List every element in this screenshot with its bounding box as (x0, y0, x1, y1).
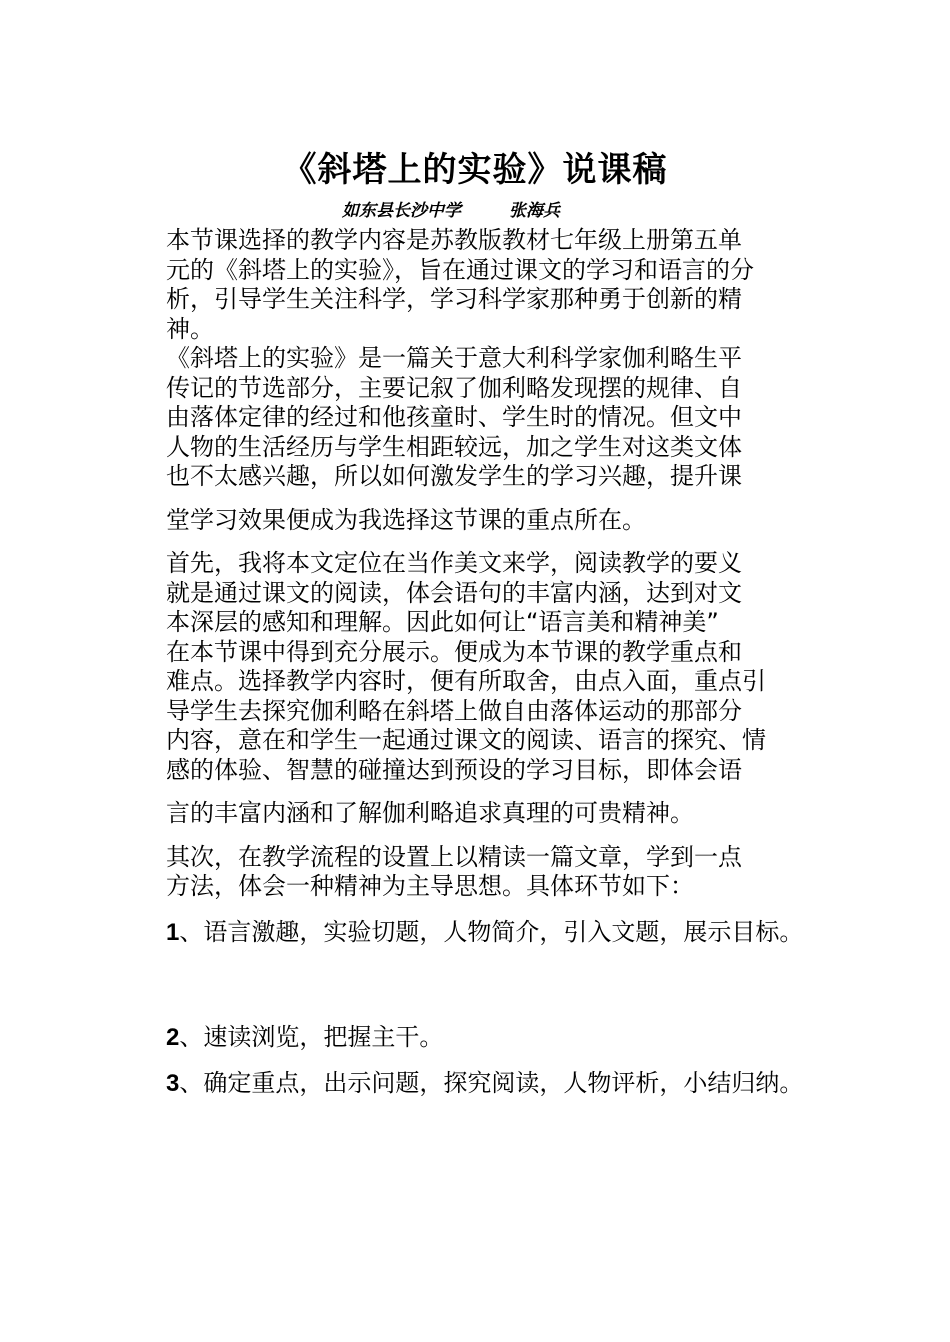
spacer (166, 902, 806, 918)
byline-author: 张海兵 (509, 201, 560, 221)
spacer (166, 1053, 806, 1069)
step-text: 、速读浏览，把握主干。 (179, 1023, 444, 1051)
document-body (166, 226, 806, 1098)
paragraph-background: 《斜塔上的实验》是一篇关于意大利科学家伽利略生平 传记的节选部分，主要记叙了伽利略发现摆的规律、自 由落体定律的经过和他孩童时、学生时的情况。但文中 人物的生活经历与学生相距较远，加之学生对这类文体 也不太感兴趣，所以如何激发学生的学习兴趣，提升课 (166, 344, 742, 490)
byline (342, 200, 560, 222)
byline-school: 如东县长沙中学 (342, 201, 461, 221)
spacer (166, 829, 806, 843)
step-item (166, 1069, 806, 1099)
step-number: 2 (166, 1024, 180, 1051)
step-number: 1 (166, 918, 180, 946)
step-number: 3 (166, 1069, 180, 1097)
step-item (166, 1023, 806, 1053)
paragraph-intro: 本节课选择的教学内容是苏教版教材七年级上册第五单 元的《斜塔上的实验》，旨在通过课文的学习和语言的分 析，引导学生关注科学，学习科学家那种勇于创新的精 神。 (166, 226, 754, 343)
spacer (166, 535, 806, 549)
spacer (166, 785, 806, 799)
paragraph-first-end: 言的丰富内涵和了解伽利略追求真理的可贵精神。 (166, 799, 694, 827)
spacer (166, 947, 806, 1023)
step-text: 、语言激趣，实验切题，人物简介，引入文题，展示目标。 (179, 917, 804, 946)
document-title: 《斜塔上的实验》说课稿 (282, 150, 668, 190)
paragraph-second: 其次，在教学流程的设置上以精读一篇文章，学到一点 方法，体会一种精神为主导思想。具体环节如下： (166, 842, 742, 900)
step-text: 、确定重点，出示问题，探究阅读，人物评析，小结归纳。 (179, 1068, 804, 1097)
step-item (166, 918, 806, 948)
spacer (166, 492, 806, 506)
paragraph-first: 首先，我将本文定位在当作美文来学，阅读教学的要义 就是通过课文的阅读，体会语句的丰富内涵，达到对文 本深层的感知和理解。因此如何让“语言美和精神美” 在本节课中得到充分展示。便成为本节课的教学重点和 难点。选择教学内容时，便有所取舍，由点入面，重点引 导学生去探究伽利略在斜塔上做自由落体运动的那部分 内容，意在和学生一起通过课文的阅读、语言的探究、情 感的体验、智慧的碰撞达到预设的学习目标，即体会语 (166, 549, 766, 784)
paragraph-background-end: 堂学习效果便成为我选择这节课的重点所在。 (166, 505, 646, 534)
